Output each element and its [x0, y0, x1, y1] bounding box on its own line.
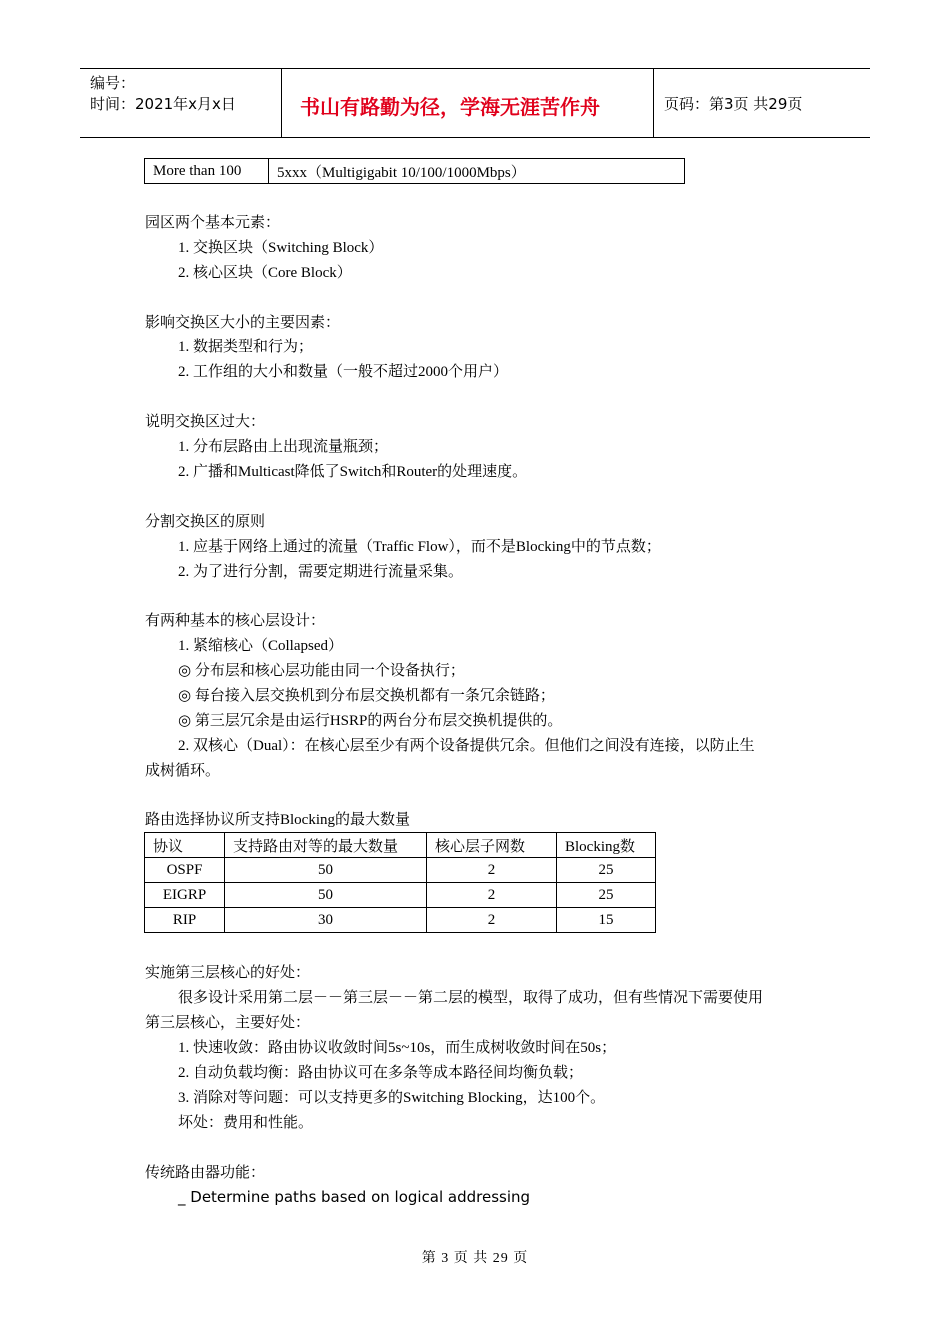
- protocol-table: [144, 832, 656, 933]
- speed-table: [144, 158, 685, 184]
- table-cell: 50: [225, 883, 427, 908]
- list-item: 1. 交换区块（Switching Block）: [178, 240, 384, 256]
- page-header: [80, 68, 870, 138]
- list-item: 1. 分布层路由上出现流量瓶颈；: [178, 439, 389, 455]
- section-heading: 说明交换区过大：: [145, 414, 266, 430]
- table-cell: EIGRP: [145, 883, 225, 908]
- page-label: 页码：第3页 共29页: [664, 95, 803, 113]
- table-cell: 25: [557, 858, 656, 883]
- section-heading: 园区两个基本元素：: [145, 215, 281, 231]
- table-header: 核心层子网数: [427, 833, 557, 858]
- page-footer: 第 3 页 共 29 页: [421, 1251, 529, 1266]
- list-item: 1. 快速收敛：路由协议收敛时间5s~10s，而生成树收敛时间在50s；: [178, 1040, 617, 1056]
- list-item: 1. 应基于网络上通过的流量（Traffic Flow），而不是Blocking中的节点数；: [178, 539, 661, 555]
- table-cell: RIP: [145, 908, 225, 933]
- table-cell: 2: [427, 858, 557, 883]
- motto: 书山有路勤为径，学海无涯苦作舟: [300, 95, 600, 119]
- list-item: 2. 广播和Multicast降低了Switch和Router的处理速度。: [178, 464, 528, 480]
- table-row: [145, 858, 656, 883]
- table-cell: More than 100: [145, 159, 269, 184]
- table-row: [145, 159, 685, 184]
- table-cell: 2: [427, 883, 557, 908]
- section-heading: 分割交换区的原则: [145, 514, 266, 530]
- list-item: ◎ 分布层和核心层功能由同一个设备执行；: [178, 663, 465, 679]
- paragraph-line: 第三层核心，主要好处：: [145, 1015, 311, 1031]
- list-item: 2. 自动负载均衡：路由协议可在多条等成本路径间均衡负载；: [178, 1065, 584, 1081]
- list-item: 2. 为了进行分割，需要定期进行流量采集。: [178, 564, 464, 580]
- table-cell: 50: [225, 858, 427, 883]
- table-cell: 30: [225, 908, 427, 933]
- table-cell: 15: [557, 908, 656, 933]
- table-row: [145, 883, 656, 908]
- paragraph-line: 成树循环。: [145, 763, 221, 779]
- number-label: 编号：: [90, 74, 136, 92]
- list-item: _ Determine paths based on logical addressing: [178, 1188, 531, 1206]
- header-motto-cell: [282, 69, 654, 137]
- section-heading: 影响交换区大小的主要因素：: [145, 315, 341, 331]
- header-page-cell: [654, 69, 870, 137]
- list-item: 坏处：费用和性能。: [178, 1115, 314, 1131]
- header-meta-cell: [80, 69, 282, 137]
- section-heading: 有两种基本的核心层设计：: [145, 613, 326, 629]
- list-item: 1. 紧缩核心（Collapsed）: [178, 638, 343, 654]
- table-cell: 5xxx（Multigigabit 10/100/1000Mbps）: [269, 159, 685, 184]
- table-header: Blocking数: [557, 833, 656, 858]
- table-header: 协议: [145, 833, 225, 858]
- list-item: 2. 核心区块（Core Block）: [178, 265, 352, 281]
- list-item: 3. 消除对等问题：可以支持更多的Switching Blocking，达100个。: [178, 1090, 606, 1106]
- table-row: [145, 908, 656, 933]
- table-header: 支持路由对等的最大数量: [225, 833, 427, 858]
- table-cell: 2: [427, 908, 557, 933]
- table-caption: 路由选择协议所支持Blocking的最大数量: [145, 812, 410, 828]
- list-item: ◎ 每台接入层交换机到分布层交换机都有一条冗余链路；: [178, 688, 555, 704]
- list-item: 1. 数据类型和行为；: [178, 339, 314, 355]
- list-item: 2. 工作组的大小和数量（一般不超过2000个用户）: [178, 364, 509, 380]
- paragraph-line: 很多设计采用第二层－－第三层－－第二层的模型，取得了成功，但有些情况下需要使用: [178, 990, 764, 1006]
- table-cell: OSPF: [145, 858, 225, 883]
- date-label: 时间：2021年x月x日: [90, 95, 236, 113]
- section-heading: 传统路由器功能：: [145, 1165, 266, 1181]
- list-item: ◎ 第三层冗余是由运行HSRP的两台分布层交换机提供的。: [178, 713, 563, 729]
- table-cell: 25: [557, 883, 656, 908]
- section-heading: 实施第三层核心的好处：: [145, 965, 311, 981]
- list-item: 2. 双核心（Dual）：在核心层至少有两个设备提供冗余。但他们之间没有连接，以防止生: [178, 738, 755, 754]
- table-header-row: [145, 833, 656, 858]
